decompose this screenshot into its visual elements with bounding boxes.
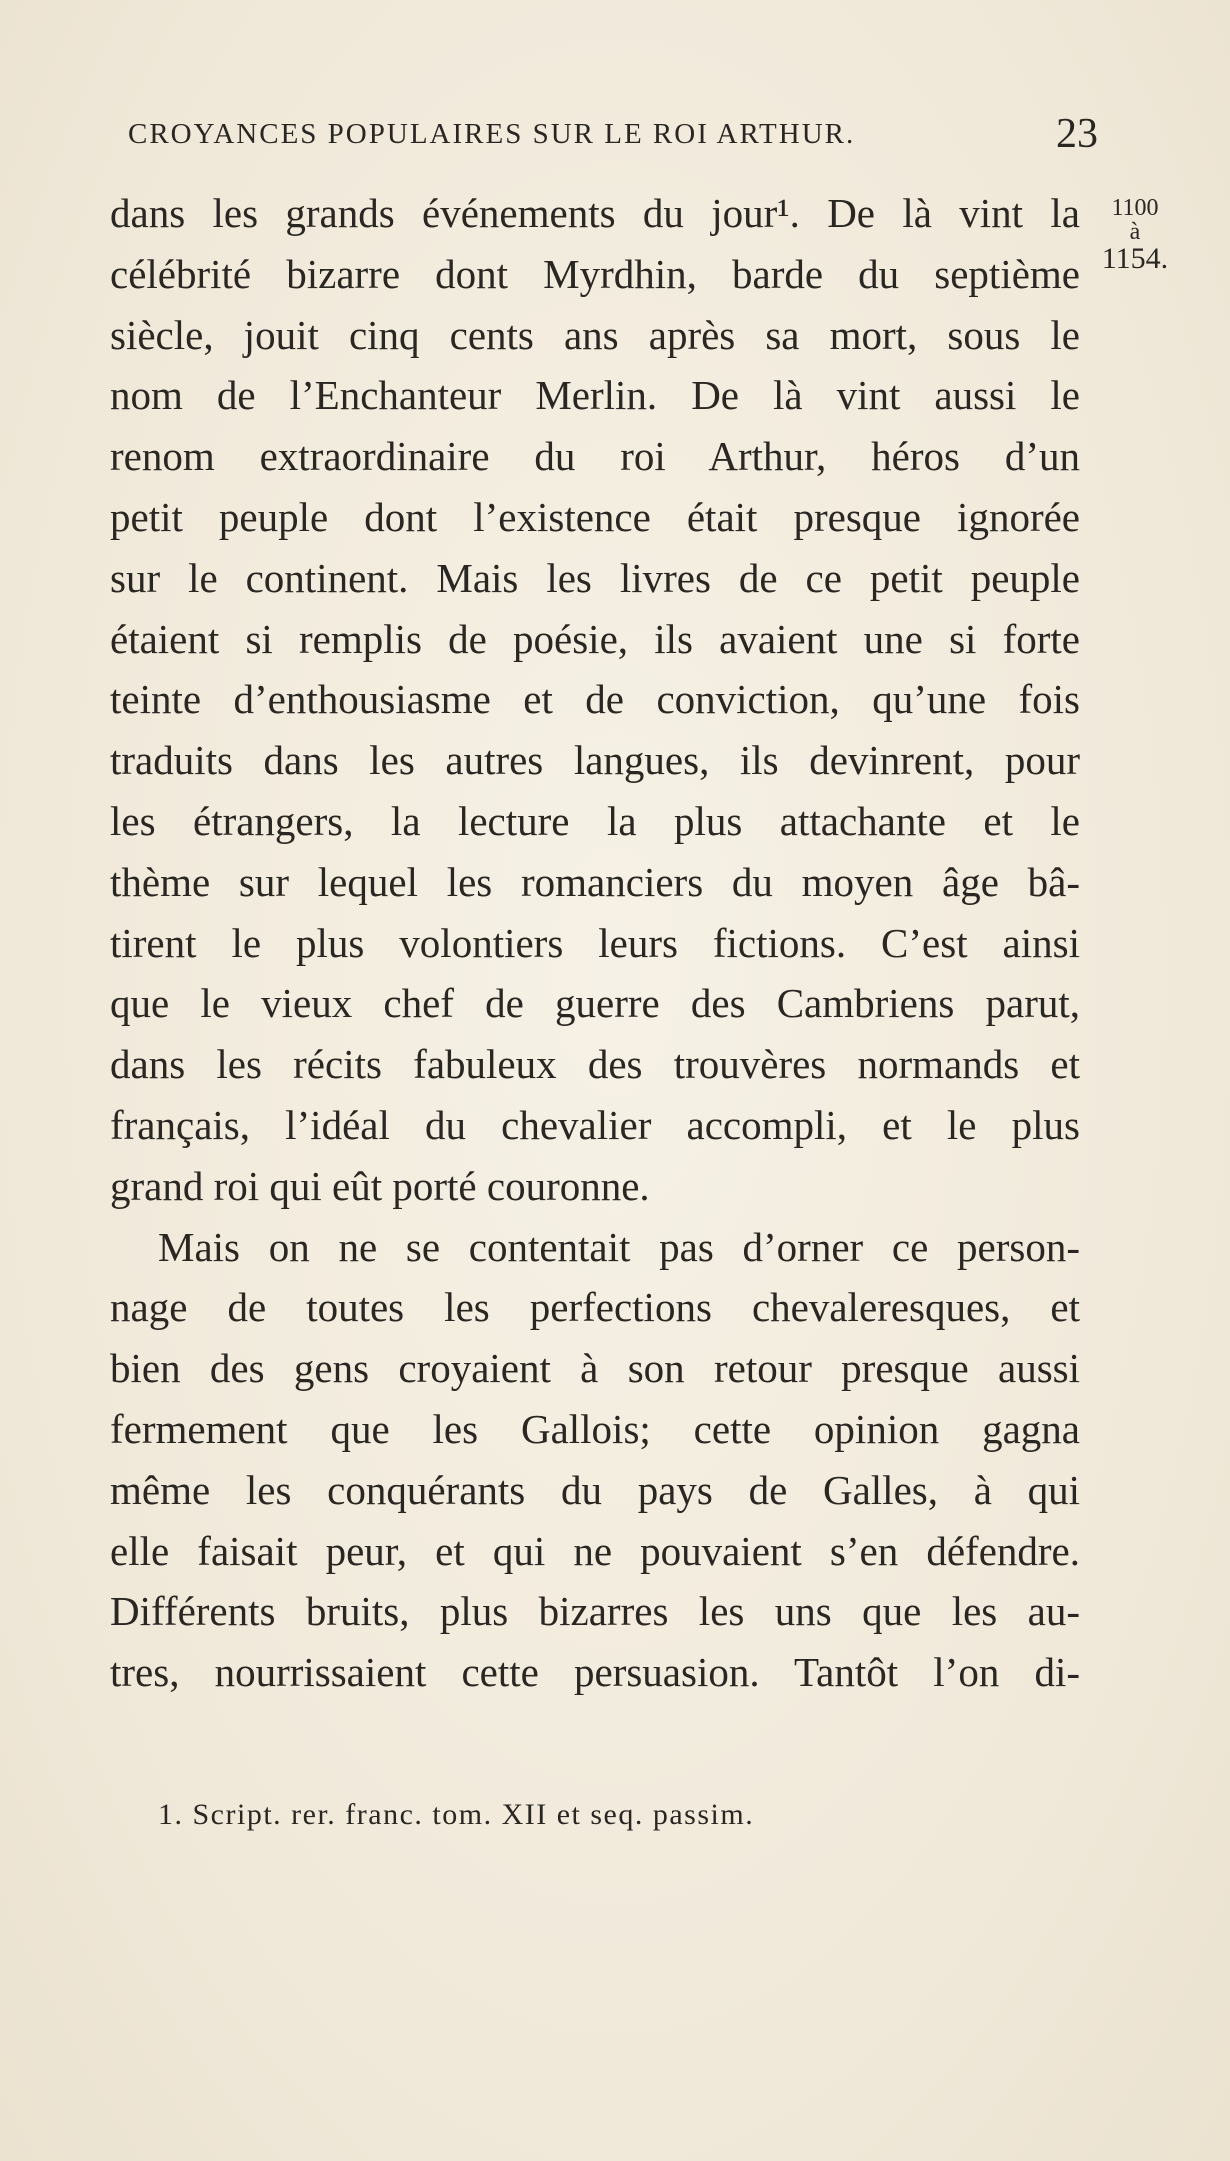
margin-date-note xyxy=(1090,196,1180,274)
text-line: siècle, jouit cinq cents ans après sa mort, sous le xyxy=(110,311,1080,358)
margin-connector: à xyxy=(1129,219,1141,245)
paragraph-last-line: grand roi qui eût porté couronne. xyxy=(110,1162,650,1209)
text-line: nom de l’Enchanteur Merlin. De là vint aussi le xyxy=(110,372,1080,419)
text-line: même les conquérants du pays de Galles, à qui xyxy=(110,1466,1080,1513)
text-line: renom extraordinaire du roi Arthur, héros d’un xyxy=(110,433,1080,480)
text-line: teinte d’enthousiasme et de conviction, qu’une fois xyxy=(110,676,1080,723)
paragraph-first-line: Mais on ne se contentait pas d’orner ce person- xyxy=(158,1223,1080,1270)
text-line: nage de toutes les perfections chevaleresques, et xyxy=(110,1284,1080,1331)
text-line: étaient si remplis de poésie, ils avaient une si forte xyxy=(110,615,1080,662)
body-text xyxy=(110,183,1080,1703)
text-line: tirent le plus volontiers leurs fictions. C’est ainsi xyxy=(110,919,1080,966)
text-line: traduits dans les autres langues, ils devinrent, pour xyxy=(110,737,1080,784)
text-line: thème sur lequel les romanciers du moyen âge bâ- xyxy=(110,858,1080,905)
text-line: dans les grands événements du jour¹. De là vint la xyxy=(110,190,1080,236)
text-line: elle faisait peur, et qui ne pouvaient s’en défendre. xyxy=(110,1527,1080,1574)
page-number: 23 xyxy=(1056,111,1098,157)
text-line: petit peuple dont l’existence était presque ignorée xyxy=(110,493,1080,540)
footnote: 1. Script. rer. franc. tom. XII et seq. passim. xyxy=(158,1798,755,1831)
text-line: fermement que les Gallois; cette opinion gagna xyxy=(110,1405,1080,1452)
text-line: célébrité bizarre dont Myrdhin, barde du septième xyxy=(110,250,1080,297)
running-head-title: CROYANCES POPULAIRES SUR LE ROI ARTHUR. xyxy=(128,118,856,150)
running-head xyxy=(128,111,1098,168)
text-line: bien des gens croyaient à son retour presque aussi xyxy=(110,1345,1080,1392)
margin-year-end: 1154. xyxy=(1101,242,1169,275)
text-line: sur le continent. Mais les livres de ce petit peuple xyxy=(110,554,1080,601)
margin-year-start: 1100 xyxy=(1111,195,1159,221)
text-line: les étrangers, la lecture la plus attachante et le xyxy=(110,797,1080,844)
text-line: tres, nourrissaient cette persuasion. Tantôt l’on di- xyxy=(110,1649,1080,1696)
text-line: français, l’idéal du chevalier accompli, et le plus xyxy=(110,1101,1080,1148)
text-line: que le vieux chef de guerre des Cambriens parut, xyxy=(110,980,1080,1027)
text-line: dans les récits fabuleux des trouvères normands et xyxy=(110,1041,1080,1088)
text-line: Différents bruits, plus bizarres les uns que les au- xyxy=(110,1588,1080,1635)
